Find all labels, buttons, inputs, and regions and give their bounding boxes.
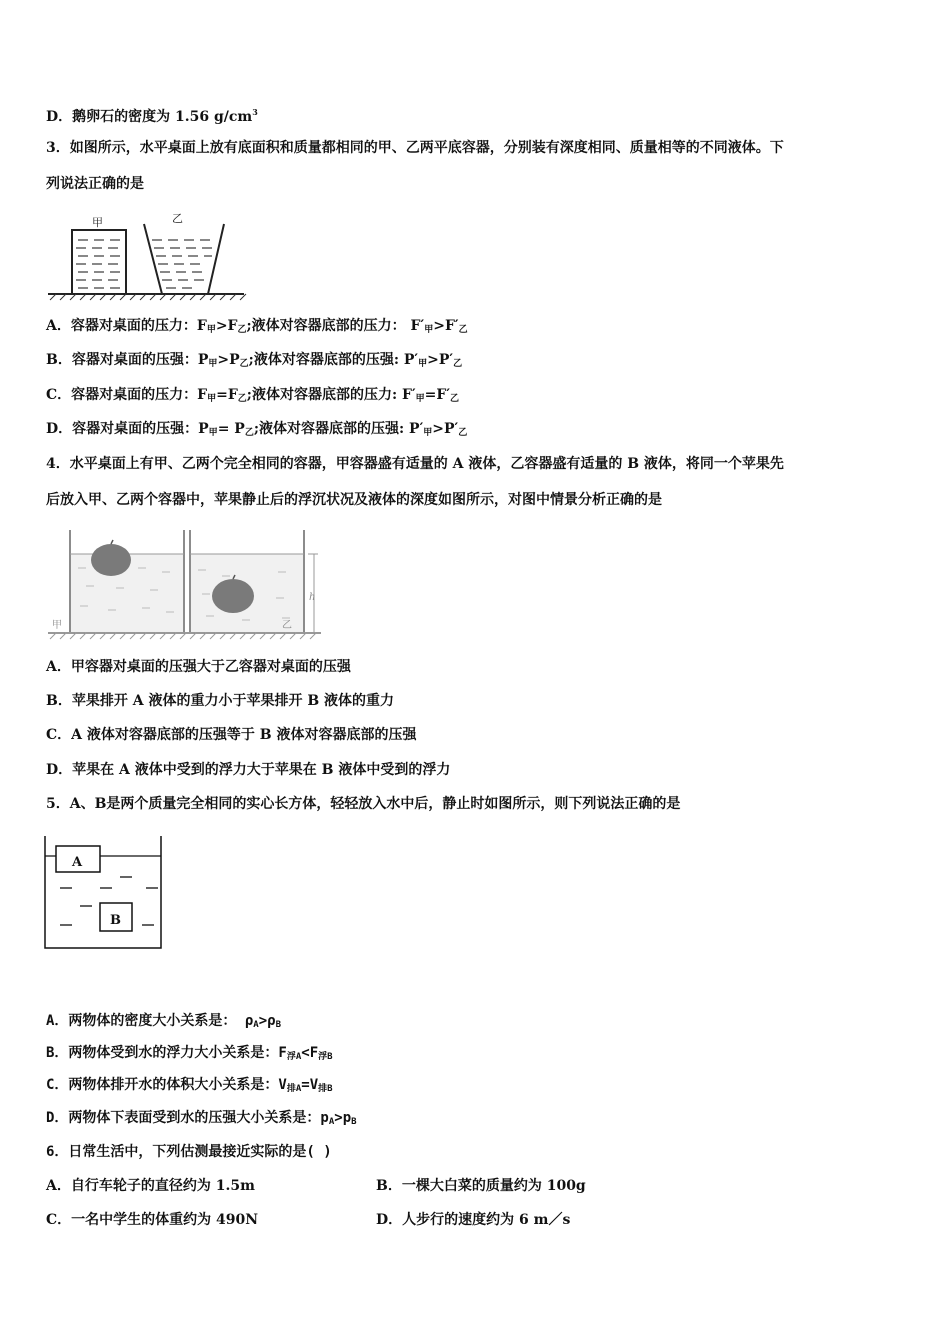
q5-option-a: [46, 1011, 281, 1035]
q5-figure: [42, 834, 166, 952]
q6-option-d: D．人步行的速度约为 6 m／s: [376, 1212, 571, 1228]
q2-option-d: [46, 102, 258, 127]
q3-d-t1: D．容器对桌面的压强：P: [46, 421, 209, 437]
q3-stem-line2: 列说法正确的是: [46, 176, 144, 192]
q3-c-t2: =F: [216, 387, 238, 403]
q3-a-t3: ;液体对容器底部的压力： F′: [246, 318, 425, 334]
q3-a-s1: 甲: [206, 325, 216, 335]
q3-d-t3: ;液体对容器底部的压强: P′: [253, 421, 424, 437]
q6-option-c: C．一名中学生的体重约为 490N: [46, 1212, 259, 1228]
q3-c-t3: ;液体对容器底部的压力: F′: [246, 387, 416, 403]
q3-label-jia: 甲: [92, 216, 103, 229]
q5-a-t1: A．两物体的密度大小关系是： ρ: [46, 1013, 254, 1029]
q3-c-s1: 甲: [207, 394, 217, 404]
q4-stem-line1: 4．水平桌面上有甲、乙两个完全相同的容器，甲容器盛有适量的 A 液体，乙容器盛有适量的 B 液体，将同一个苹果先: [46, 456, 784, 472]
q3-d-t2: = P: [217, 421, 245, 437]
q3-b-s2: 乙: [239, 359, 249, 369]
q3-d-s4: 乙: [458, 428, 468, 438]
q4-figure: [46, 528, 326, 643]
q6-stem: 6．日常生活中，下列估测最接近实际的是( ): [46, 1144, 332, 1160]
q4-stem-line2: 后放入甲、乙两个容器中，苹果静止后的浮沉状况及液体的深度如图所示，对图中情景分析正确的是: [46, 492, 662, 508]
q3-liquid-yi: [152, 240, 212, 288]
q2-option-d-sup: 3: [252, 107, 258, 117]
q2-option-d-text: D．鹅卵石的密度为 1.56 g/cm: [46, 109, 253, 125]
q5-option-c: [46, 1075, 333, 1099]
q3-b-s4: 乙: [453, 359, 463, 369]
q5-d-t1: D．两物体下表面受到水的压强大小关系是：p: [46, 1110, 329, 1126]
q5-d-s1: A: [328, 1117, 335, 1127]
q5-option-d: [46, 1108, 357, 1132]
q5-a-s1: A: [253, 1020, 259, 1030]
q3-figure: [46, 212, 251, 302]
q5-c-t1: C．两物体排开水的体积大小关系是：V: [46, 1077, 287, 1093]
q4-option-d: D．苹果在 A 液体中受到的浮力大于苹果在 B 液体中受到的浮力: [46, 762, 451, 778]
q3-d-s2: 乙: [244, 428, 254, 438]
q5-d-t2: >p: [334, 1110, 352, 1126]
q5-label-b: B: [110, 913, 121, 928]
q3-label-yi: 乙: [172, 212, 183, 225]
q3-option-b: [46, 350, 462, 374]
q6-option-b: B．一棵大白菜的质量约为 100g: [376, 1178, 586, 1194]
q4-label-yi: 乙: [282, 620, 292, 631]
q4-label-jia: 甲: [52, 620, 62, 631]
q3-d-s1: 甲: [208, 428, 218, 438]
q3-option-c: [46, 385, 459, 409]
q5-stem: 5．A、B是两个质量完全相同的实心长方体，轻轻放入水中后，静止时如图所示，则下列说法正确的是: [46, 796, 681, 812]
q5-b-t1: B．两物体受到水的浮力大小关系是：F: [46, 1045, 287, 1061]
q3-b-s1: 甲: [208, 359, 218, 369]
q4-apple-b: [212, 579, 254, 613]
q4-apple-a: [91, 544, 131, 576]
q3-a-t2: >F: [215, 318, 238, 334]
q3-option-d: [46, 419, 467, 443]
q3-c-s3: 甲: [415, 394, 425, 404]
q5-a-t2: >ρ: [258, 1013, 276, 1029]
q3-a-t4: >F′: [433, 318, 459, 334]
q3-c-t1: C．容器对桌面的压力：F: [46, 387, 208, 403]
q5-c-s2: 排B: [318, 1084, 333, 1094]
q4-label-h: h: [309, 592, 316, 603]
q3-c-s2: 乙: [237, 394, 247, 404]
q5-c-s1: 排A: [286, 1084, 302, 1094]
q3-b-t3: ;液体对容器底部的压强: P′: [248, 352, 419, 368]
q3-c-t4: =F′: [424, 387, 451, 403]
q3-b-t1: B．容器对桌面的压强：P: [46, 352, 209, 368]
q5-b-t2: <F: [301, 1045, 319, 1061]
q3-b-t2: >P: [217, 352, 240, 368]
q3-b-s3: 甲: [418, 359, 428, 369]
q3-d-t4: >P′: [432, 421, 459, 437]
q4-option-c: C．A 液体对容器底部的压强等于 B 液体对容器底部的压强: [46, 727, 417, 743]
q5-b-s1: 浮A: [286, 1052, 302, 1062]
q4-option-a: A．甲容器对桌面的压强大于乙容器对桌面的压强: [46, 659, 351, 675]
q4-option-b: B．苹果排开 A 液体的重力小于苹果排开 B 液体的重力: [46, 693, 395, 709]
q5-option-b: [46, 1043, 333, 1067]
q5-label-a: A: [72, 855, 83, 870]
q3-liquid-jia: [76, 240, 120, 288]
q3-stem-line1: 3．如图所示，水平桌面上放有底面积和质量都相同的甲、乙两平底容器，分别装有深度相同、质量相等的不同液体。下: [46, 140, 784, 156]
q3-a-s4: 乙: [458, 325, 468, 335]
q5-a-s2: B: [275, 1020, 281, 1030]
q3-a-s3: 甲: [424, 325, 434, 335]
q3-c-s4: 乙: [450, 394, 460, 404]
q3-a-t1: A．容器对桌面的压力：F: [46, 318, 207, 334]
q3-d-s3: 甲: [423, 428, 433, 438]
q5-b-s2: 浮B: [318, 1052, 333, 1062]
q3-a-s2: 乙: [237, 325, 247, 335]
q5-c-t2: =V: [301, 1077, 319, 1093]
q5-d-s2: B: [351, 1117, 357, 1127]
q6-option-a: A．自行车轮子的直径约为 1.5m: [46, 1178, 255, 1194]
q3-container-yi: [144, 224, 224, 294]
q3-option-a: [46, 316, 468, 340]
q3-b-t4: >P′: [427, 352, 454, 368]
